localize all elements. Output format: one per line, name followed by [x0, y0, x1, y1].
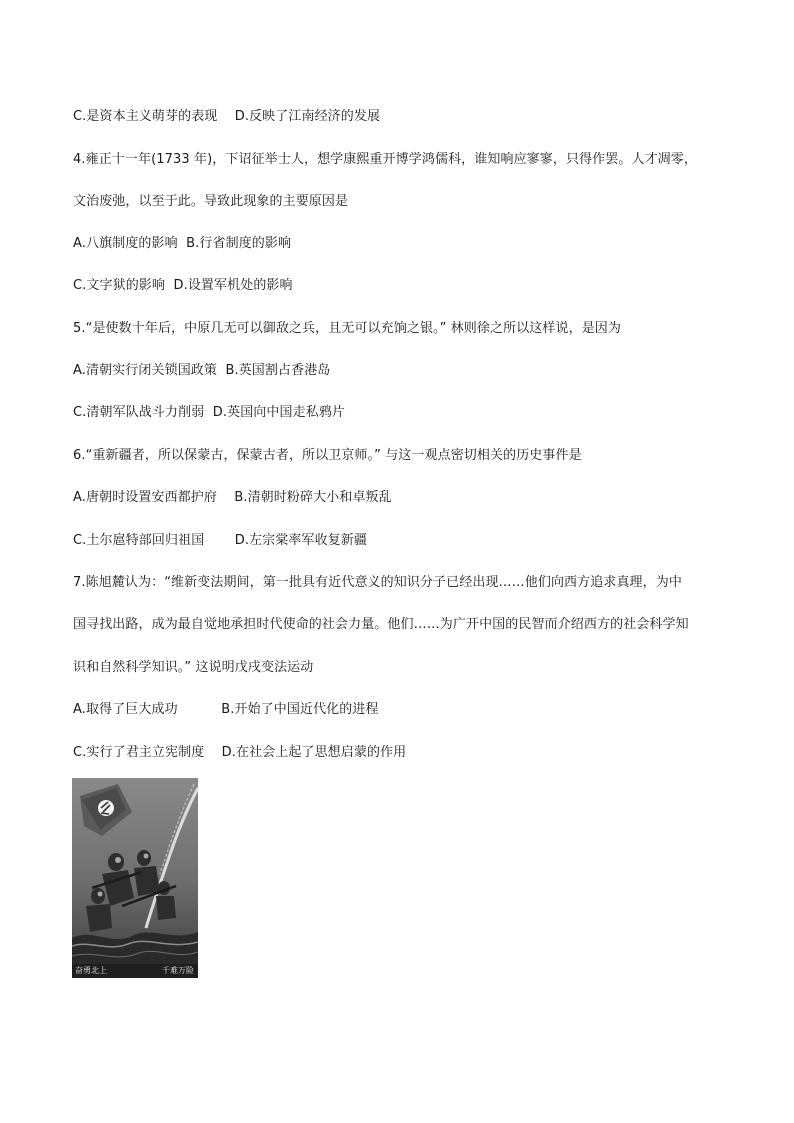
- historical-illustration: [72, 778, 198, 978]
- caption-left: 奋勇北上: [75, 966, 107, 975]
- text-line-option-c-d-q4: C.文字狱的影响 D.设置军机处的影响: [73, 278, 293, 293]
- text-line-option-c-d-q7: C.实行了君主立宪制度 D.在社会上起了思想启蒙的作用: [73, 745, 407, 760]
- text-line-question-4-cont: 文治废弛，以至于此。导致此现象的主要原因是: [73, 194, 349, 209]
- text-line-option-a-b-q7: A.取得了巨大成功 B.开始了中国近代化的进程: [73, 702, 379, 717]
- illustration-graphic: [72, 778, 198, 978]
- text-line-option-a-b-q6: A.唐朝时设置安西都护府 B.清朝时粉碎大小和卓叛乱: [73, 490, 392, 505]
- text-line-question-7: 7.陈旭麓认为：“维新变法期间，第一批具有近代意义的知识分子已经出现……他们向西方追求真理，为中: [73, 575, 682, 590]
- text-line-question-4: 4.雍正十一年(1733 年)，下诏征举士人，想学康熙重开博学鸿儒科，谁知响应寥寥，只得作罢。人才凋零，: [73, 152, 697, 167]
- text-line-option-c-d-q5: C.清朝军队战斗力削弱 D.英国向中国走私鸦片: [73, 405, 346, 420]
- caption-right: 千难万险: [162, 966, 194, 975]
- text-line-option-a-b-q5: A.清朝实行闭关锁国政策 B.英国割占香港岛: [73, 363, 331, 378]
- text-line-question-5: 5.“是使数十年后，中原几无可以御敌之兵，且无可以充饷之银。” 林则徐之所以这样说，是因为: [73, 321, 622, 336]
- text-line-question-7-cont: 国寻找出路，成为最自觉地承担时代使命的社会力量。他们……为广开中国的民智而介绍西方的社会科学知: [73, 617, 689, 632]
- text-line-question-6: 6.“重新疆者，所以保蒙古，保蒙古者，所以卫京师。” 与这一观点密切相关的历史事件是: [73, 448, 582, 463]
- text-line-option-c-d-q3: C.是资本主义萌芽的表现 D.反映了江南经济的发展: [73, 109, 381, 124]
- text-line-option-c-d-q6: C.土尔扈特部回归祖国 D.左宗棠率军收复新疆: [73, 533, 367, 548]
- text-line-question-7-cont2: 识和自然科学知识。” 这说明戊戌变法运动: [73, 660, 314, 675]
- text-line-option-a-b-q4: A.八旗制度的影响 B.行省制度的影响: [73, 236, 292, 251]
